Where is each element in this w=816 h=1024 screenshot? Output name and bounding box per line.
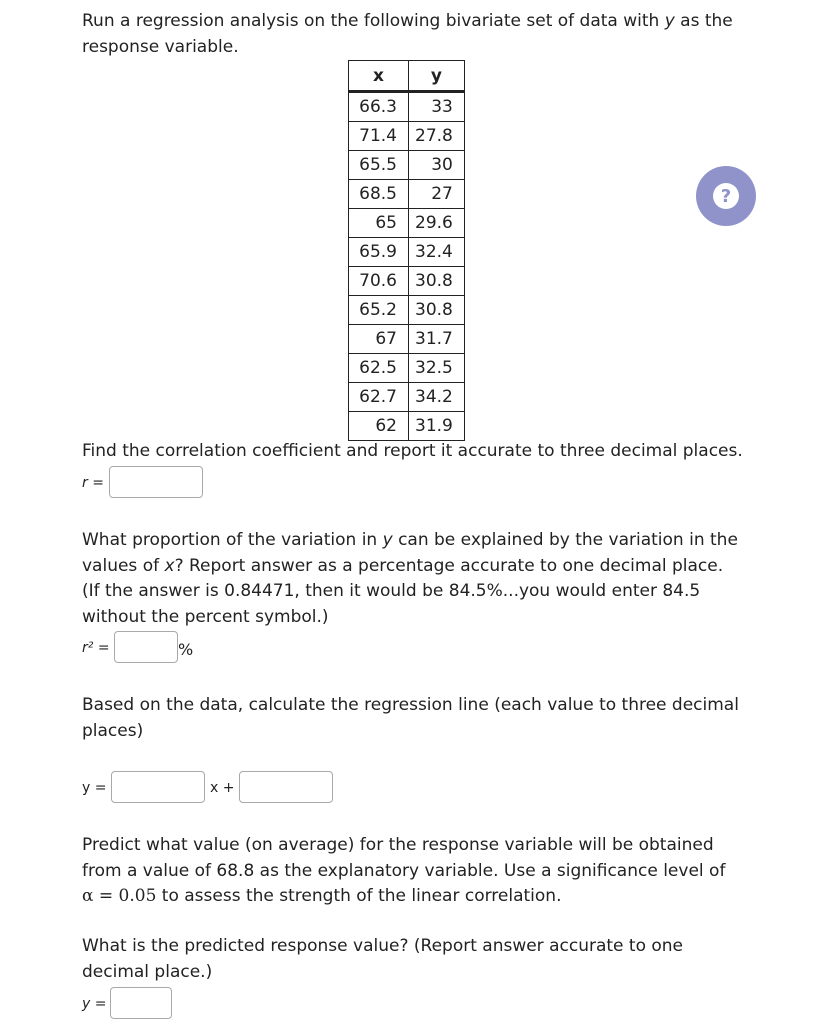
cell-y: 31.9 [409, 412, 465, 441]
cell-x: 65.9 [349, 238, 409, 267]
help-button[interactable] [696, 166, 756, 226]
table-row [349, 267, 465, 296]
var-y: y [664, 11, 675, 31]
r-squared-input[interactable] [114, 631, 178, 663]
cell-y: 34.2 [409, 383, 465, 412]
percent-symbol: % [178, 640, 194, 659]
cell-x: 70.6 [349, 267, 409, 296]
table-row [349, 383, 465, 412]
cell-y: 27 [409, 180, 465, 209]
cell-x: 65.2 [349, 296, 409, 325]
cell-y: 30.8 [409, 267, 465, 296]
cell-y: 27.8 [409, 122, 465, 151]
table-row [349, 354, 465, 383]
intro-text: Run a regression analysis on the following bivariate set of data with y as the response variable. [82, 11, 733, 57]
question-icon [711, 181, 741, 211]
data-table [348, 60, 465, 441]
cell-y: 30 [409, 151, 465, 180]
table-row [349, 122, 465, 151]
regression-y-label: y = [82, 780, 107, 796]
cell-x: 65.5 [349, 151, 409, 180]
table-row [349, 296, 465, 325]
cell-y: 31.7 [409, 325, 465, 354]
svg-text:?: ? [720, 186, 732, 207]
cell-y: 30.8 [409, 296, 465, 325]
cell-x: 62.7 [349, 383, 409, 412]
table-row [349, 325, 465, 354]
q3-text: Based on the data, calculate the regression line (each value to three decimal places) [82, 695, 739, 741]
table-row [349, 180, 465, 209]
column-header-y: y [409, 61, 465, 92]
cell-x: 62 [349, 412, 409, 441]
x-plus-label: x + [210, 780, 235, 796]
table-row [349, 209, 465, 238]
q1-text: Find the correlation coefficient and report it accurate to three decimal places. [82, 441, 743, 461]
cell-x: 68.5 [349, 180, 409, 209]
table-row [349, 238, 465, 267]
table-row [349, 151, 465, 180]
r-input[interactable] [109, 466, 203, 498]
cell-x: 65 [349, 209, 409, 238]
predicted-value-input[interactable] [110, 987, 172, 1019]
alpha-value: α = 0.05 [82, 886, 157, 906]
table-header-row [349, 61, 465, 92]
cell-x: 62.5 [349, 354, 409, 383]
cell-y: 32.4 [409, 238, 465, 267]
r-label: r = [82, 475, 104, 491]
cell-x: 66.3 [349, 92, 409, 122]
cell-y: 33 [409, 92, 465, 122]
cell-x: 71.4 [349, 122, 409, 151]
slope-input[interactable] [111, 771, 205, 803]
cell-y: 32.5 [409, 354, 465, 383]
q4-text: Predict what value (on average) for the response variable will be obtained from a value of 68.8 as the explanatory variable. Use a significance level of α = 0.05 to assess the strength of the linear correlation. [82, 835, 726, 906]
cell-x: 67 [349, 325, 409, 354]
q5-text: What is the predicted response value? (Report answer accurate to one decimal place.) [82, 936, 684, 982]
r-squared-label: r² = [82, 640, 110, 656]
cell-y: 29.6 [409, 209, 465, 238]
table-row [349, 412, 465, 441]
column-header-x: x [349, 61, 409, 92]
q2-text: What proportion of the variation in y can be explained by the variation in the values of x? Report answer as a percentage accurate to one decimal place. (If the answer is 0.84471, then it would be 84.5%...you would enter 84.5 without the percent symbol.) [82, 530, 738, 627]
predicted-y-label: y = [82, 996, 107, 1012]
intercept-input[interactable] [239, 771, 333, 803]
table-row [349, 92, 465, 122]
